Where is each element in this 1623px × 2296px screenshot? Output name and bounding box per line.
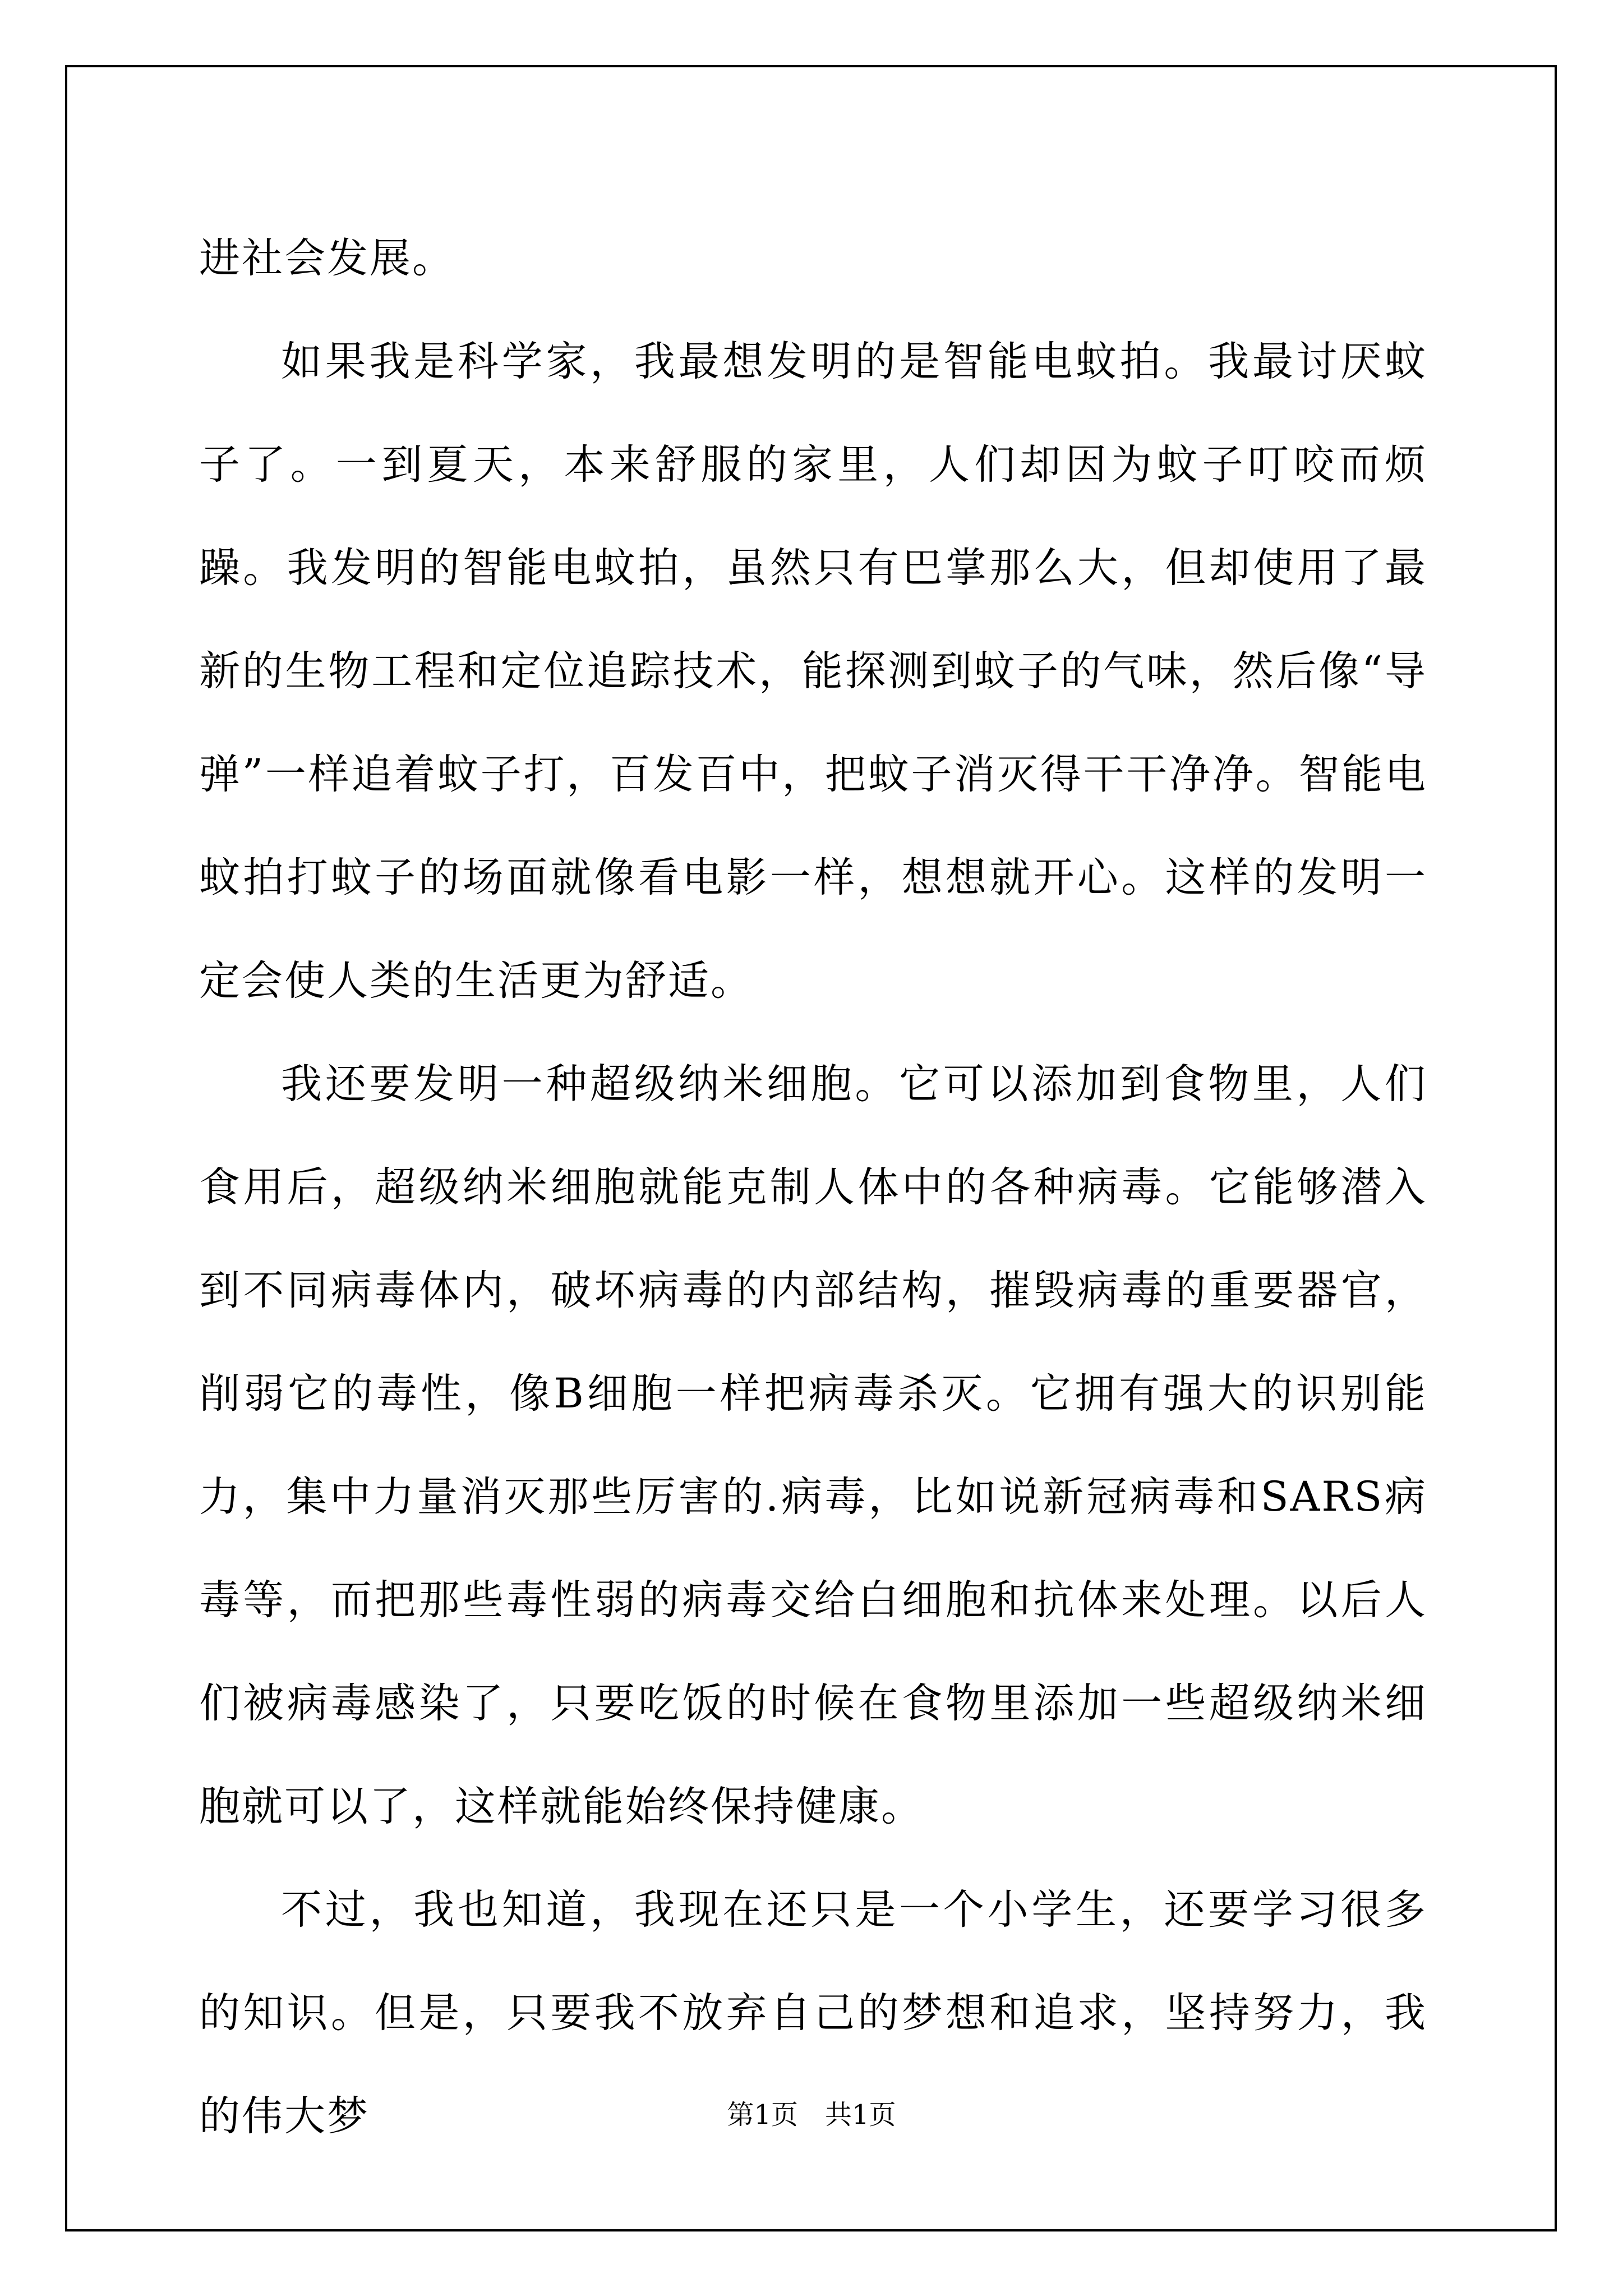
paragraph-conclusion: 不过，我也知道，我现在还只是一个小学生，还要学习很多的知识。但是，只要我不放弃自己的梦想和追求，坚持努力，我的伟大梦 xyxy=(199,1886,1427,2140)
paragraph-mosquito-swatter: 如果我是科学家，我最想发明的是智能电蚊拍。我最讨厌蚊子了。一到夏天，本来舒服的家里，人们却因为蚊子叮咬而烦躁。我发明的智能电蚊拍，虽然只有巴掌那么大，但却使用了最新的生物工程和定位追踪技术，能探测到蚊子的气味，然后像“导弹”一样追着蚊子打，百发百中，把蚊子消灭得干干净净。智能电蚊拍打蚊子的场面就像看电影一样，想想就开心。这样的发明一定会使人类的生活更为舒适。 xyxy=(199,338,1427,1005)
paragraph-nano-cell: 我还要发明一种超级纳米细胞。它可以添加到食物里，人们食用后，超级纳米细胞就能克制人体中的各种病毒。它能够潜入到不同病毒体内，破坏病毒的内部结构，摧毁病毒的重要器官，削弱它的毒性，像B细胞一样把病毒杀灭。它拥有强大的识别能力，集中力量消灭那些厉害的.病毒，比如说新冠病毒和SARS病毒等，而把那些毒性弱的病毒交给白细胞和抗体来处理。以后人们被病毒感染了，只要吃饭的时候在食物里添加一些超级纳米细胞就可以了，这样就能始终保持健康。 xyxy=(199,1060,1427,1830)
page-number-footer: 第1页 共1页 xyxy=(727,2099,896,2131)
paragraph-continued: 进社会发展。 xyxy=(199,234,455,282)
document-body xyxy=(199,207,1427,2168)
